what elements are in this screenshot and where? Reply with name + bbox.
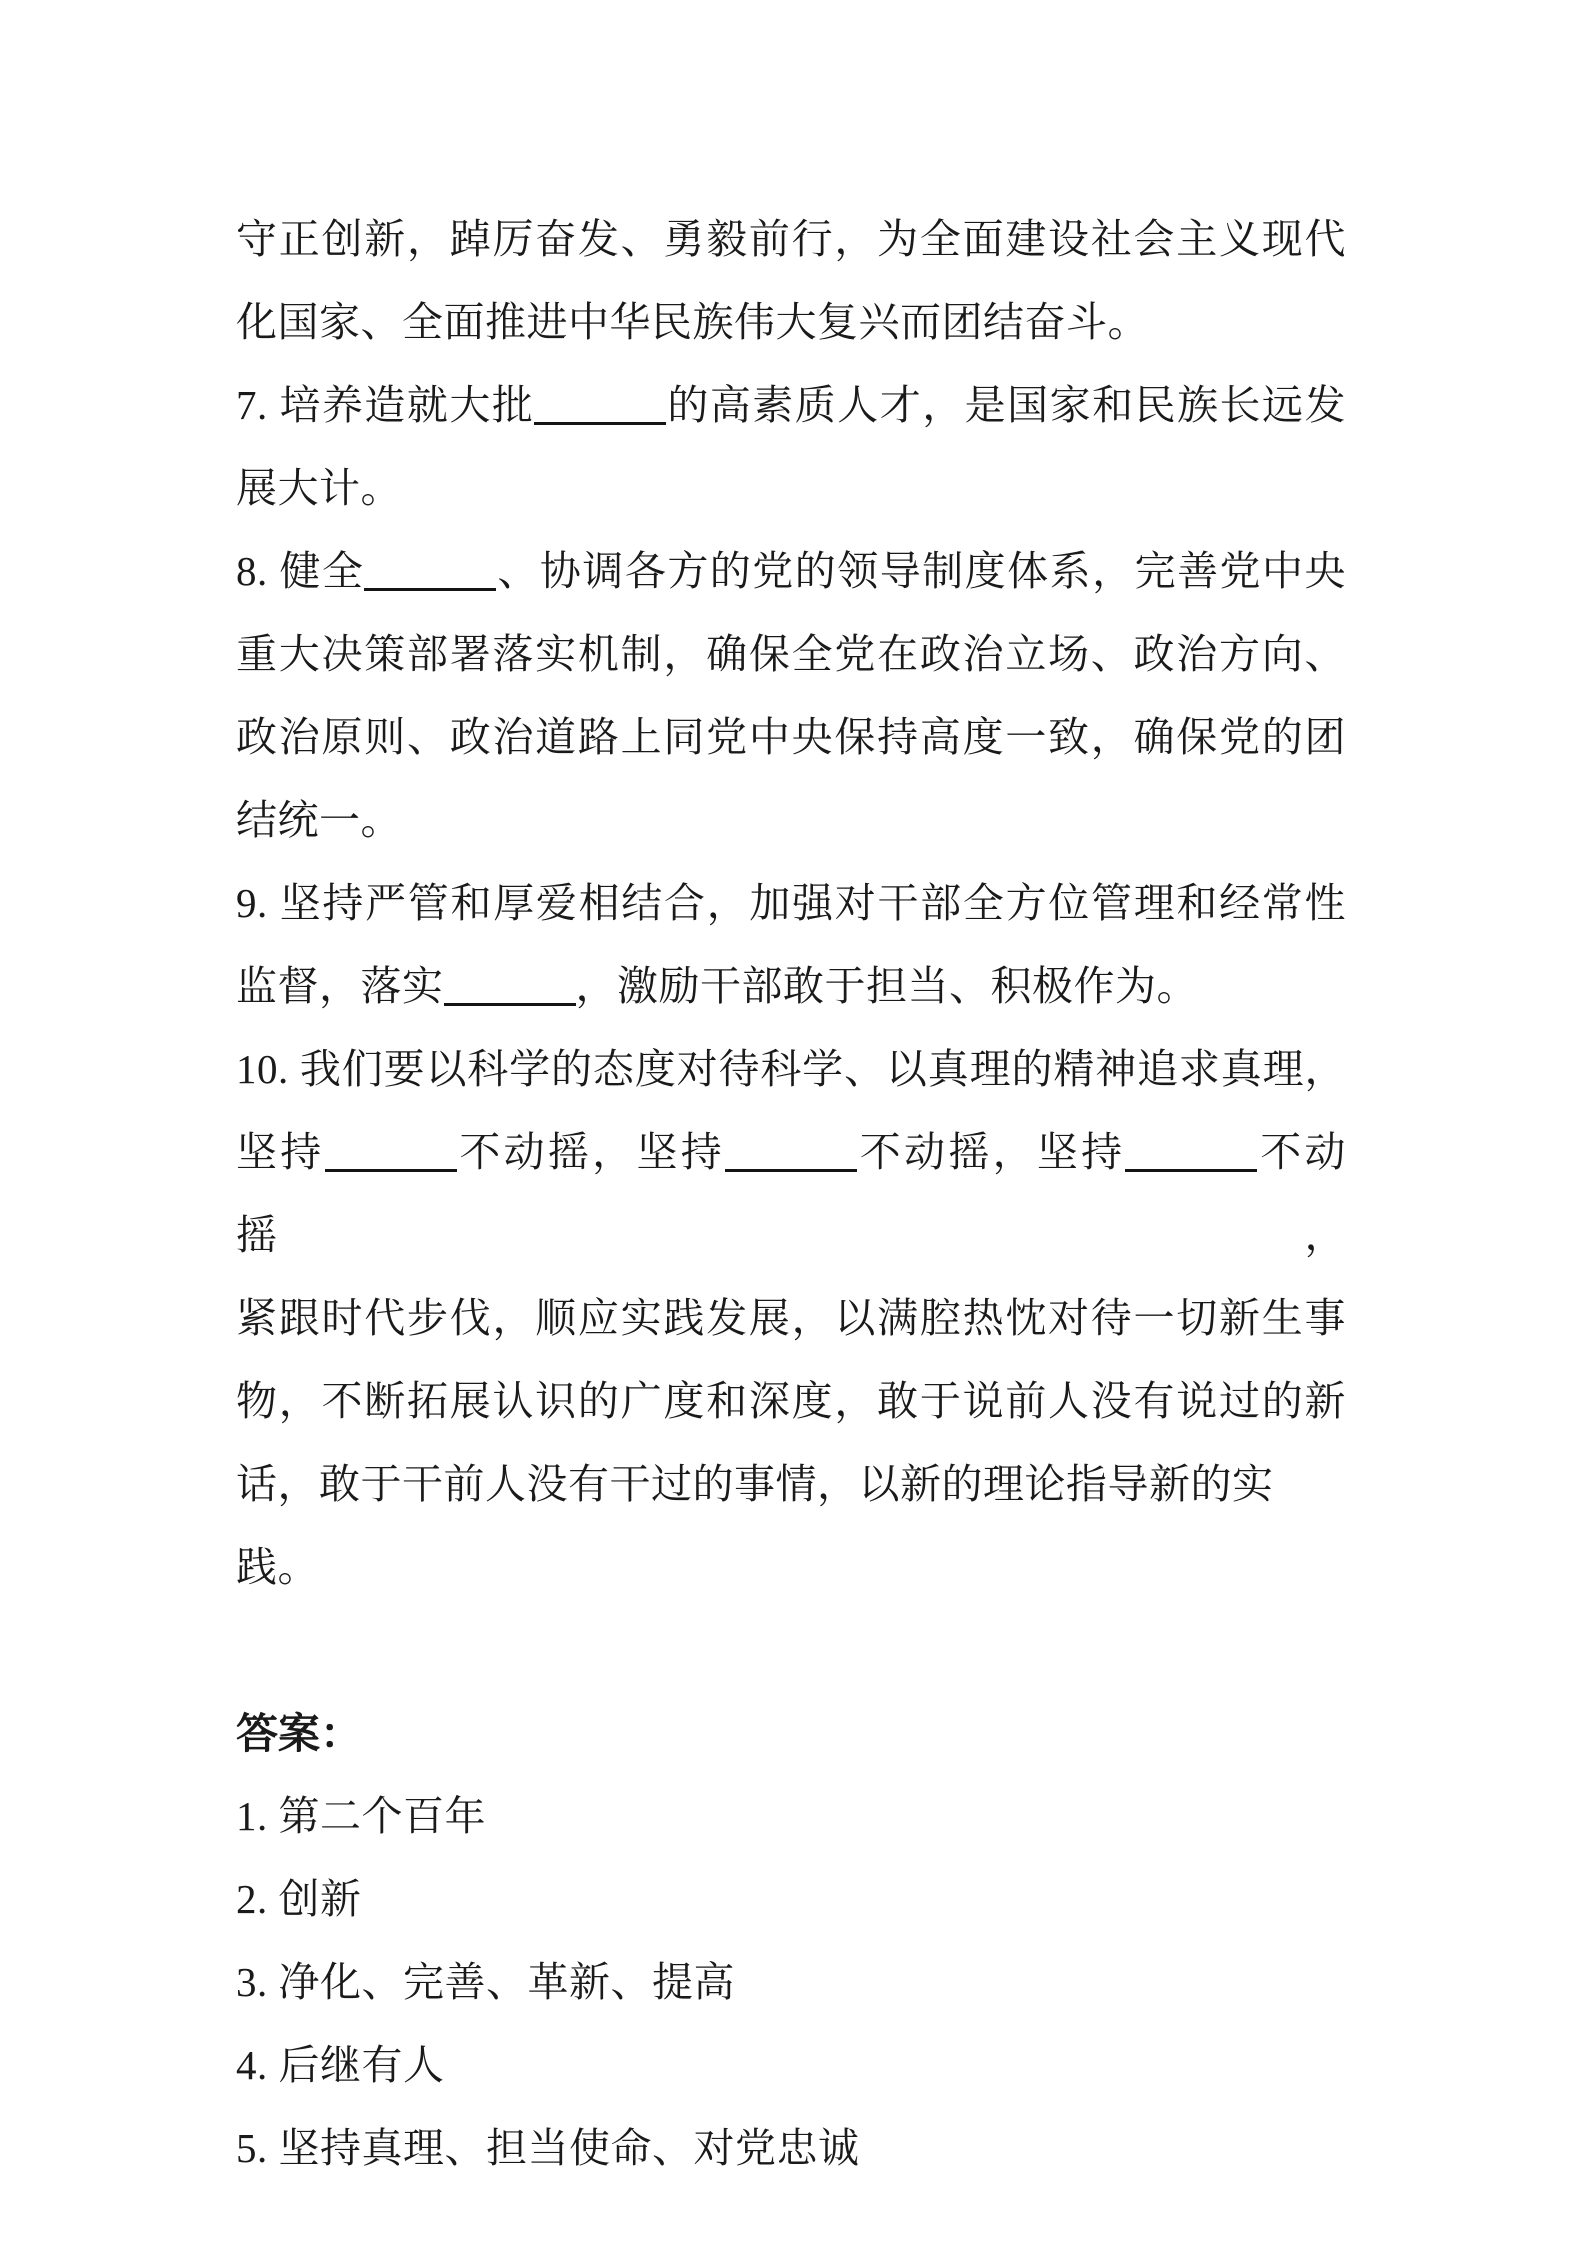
fill-in-blank-underline — [364, 584, 496, 591]
question-text: 7. 培养造就大批 — [236, 382, 535, 428]
question-line — [236, 447, 1346, 530]
question-line — [236, 779, 1346, 862]
question-line — [236, 945, 1346, 1028]
question-text: 物，不断拓展认识的广度和深度，敢于说前人没有说过的新 — [236, 1378, 1346, 1424]
answer-item: 2. 创新 — [236, 1876, 362, 1922]
question-text: 重大决策部署落实机制，确保全党在政治立场、政治方向、 — [236, 631, 1346, 677]
fill-in-blank-underline — [325, 1165, 457, 1172]
question-text: ，激励干部敢于担当、积极作为。 — [575, 963, 1198, 1009]
question-text: 8. 健全 — [236, 548, 365, 594]
answer-item: 1. 第二个百年 — [236, 1793, 486, 1839]
question-text: 不动摇， — [236, 1129, 1347, 1258]
answer-item: 5. 坚持真理、担当使命、对党忠诚 — [236, 2125, 860, 2171]
answer-item: 3. 净化、完善、革新、提高 — [236, 1959, 735, 2005]
question-line — [236, 696, 1346, 779]
questions-section — [236, 198, 1346, 1609]
fill-in-blank-underline — [1125, 1165, 1257, 1172]
fill-in-blank-underline — [725, 1165, 857, 1172]
section-gap — [236, 1609, 1346, 1692]
question-line — [236, 530, 1346, 613]
fill-in-blank-underline — [444, 999, 576, 1006]
question-text: 展大计。 — [236, 465, 402, 511]
question-line — [236, 1028, 1346, 1111]
answer-item: 4. 后继有人 — [236, 2042, 445, 2088]
question-line — [236, 1111, 1346, 1277]
question-text: 不动摇，坚持 — [857, 1129, 1126, 1175]
question-line — [236, 364, 1346, 447]
question-text: 的高素质人才，是国家和民族长远发 — [666, 382, 1347, 428]
answers-heading: 答案： — [236, 1710, 363, 1757]
answers-list — [236, 1775, 1346, 2190]
question-line — [236, 862, 1346, 945]
document-content — [236, 198, 1346, 2190]
question-text: 守正创新，踔厉奋发、勇毅前行，为全面建设社会主义现代 — [236, 216, 1346, 262]
question-text: 、协调各方的党的领导制度体系，完善党中央 — [496, 548, 1347, 594]
question-text: 10. 我们要以科学的态度对待科学、以真理的精神追求真理， — [236, 1046, 1346, 1092]
question-line — [236, 281, 1346, 364]
question-line — [236, 1360, 1346, 1443]
question-line — [236, 1277, 1346, 1360]
fill-in-blank-underline — [534, 418, 666, 425]
question-line — [236, 1443, 1346, 1609]
question-text: 结统一。 — [236, 797, 402, 843]
question-text: 政治原则、政治道路上同党中央保持高度一致，确保党的团 — [236, 714, 1346, 760]
question-text: 化国家、全面推进中华民族伟大复兴而团结奋斗。 — [236, 299, 1149, 345]
question-line — [236, 198, 1346, 281]
question-text: 坚持 — [236, 1129, 325, 1175]
question-text: 9. 坚持严管和厚爱相结合，加强对干部全方位管理和经常性 — [236, 880, 1346, 926]
question-text: 监督，落实 — [236, 963, 444, 1009]
question-text: 不动摇，坚持 — [456, 1129, 726, 1175]
question-text: 紧跟时代步伐，顺应实践发展，以满腔热忱对待一切新生事 — [236, 1295, 1346, 1341]
question-text: 话，敢于干前人没有干过的事情，以新的理论指导新的实践。 — [236, 1461, 1274, 1590]
question-line — [236, 613, 1346, 696]
